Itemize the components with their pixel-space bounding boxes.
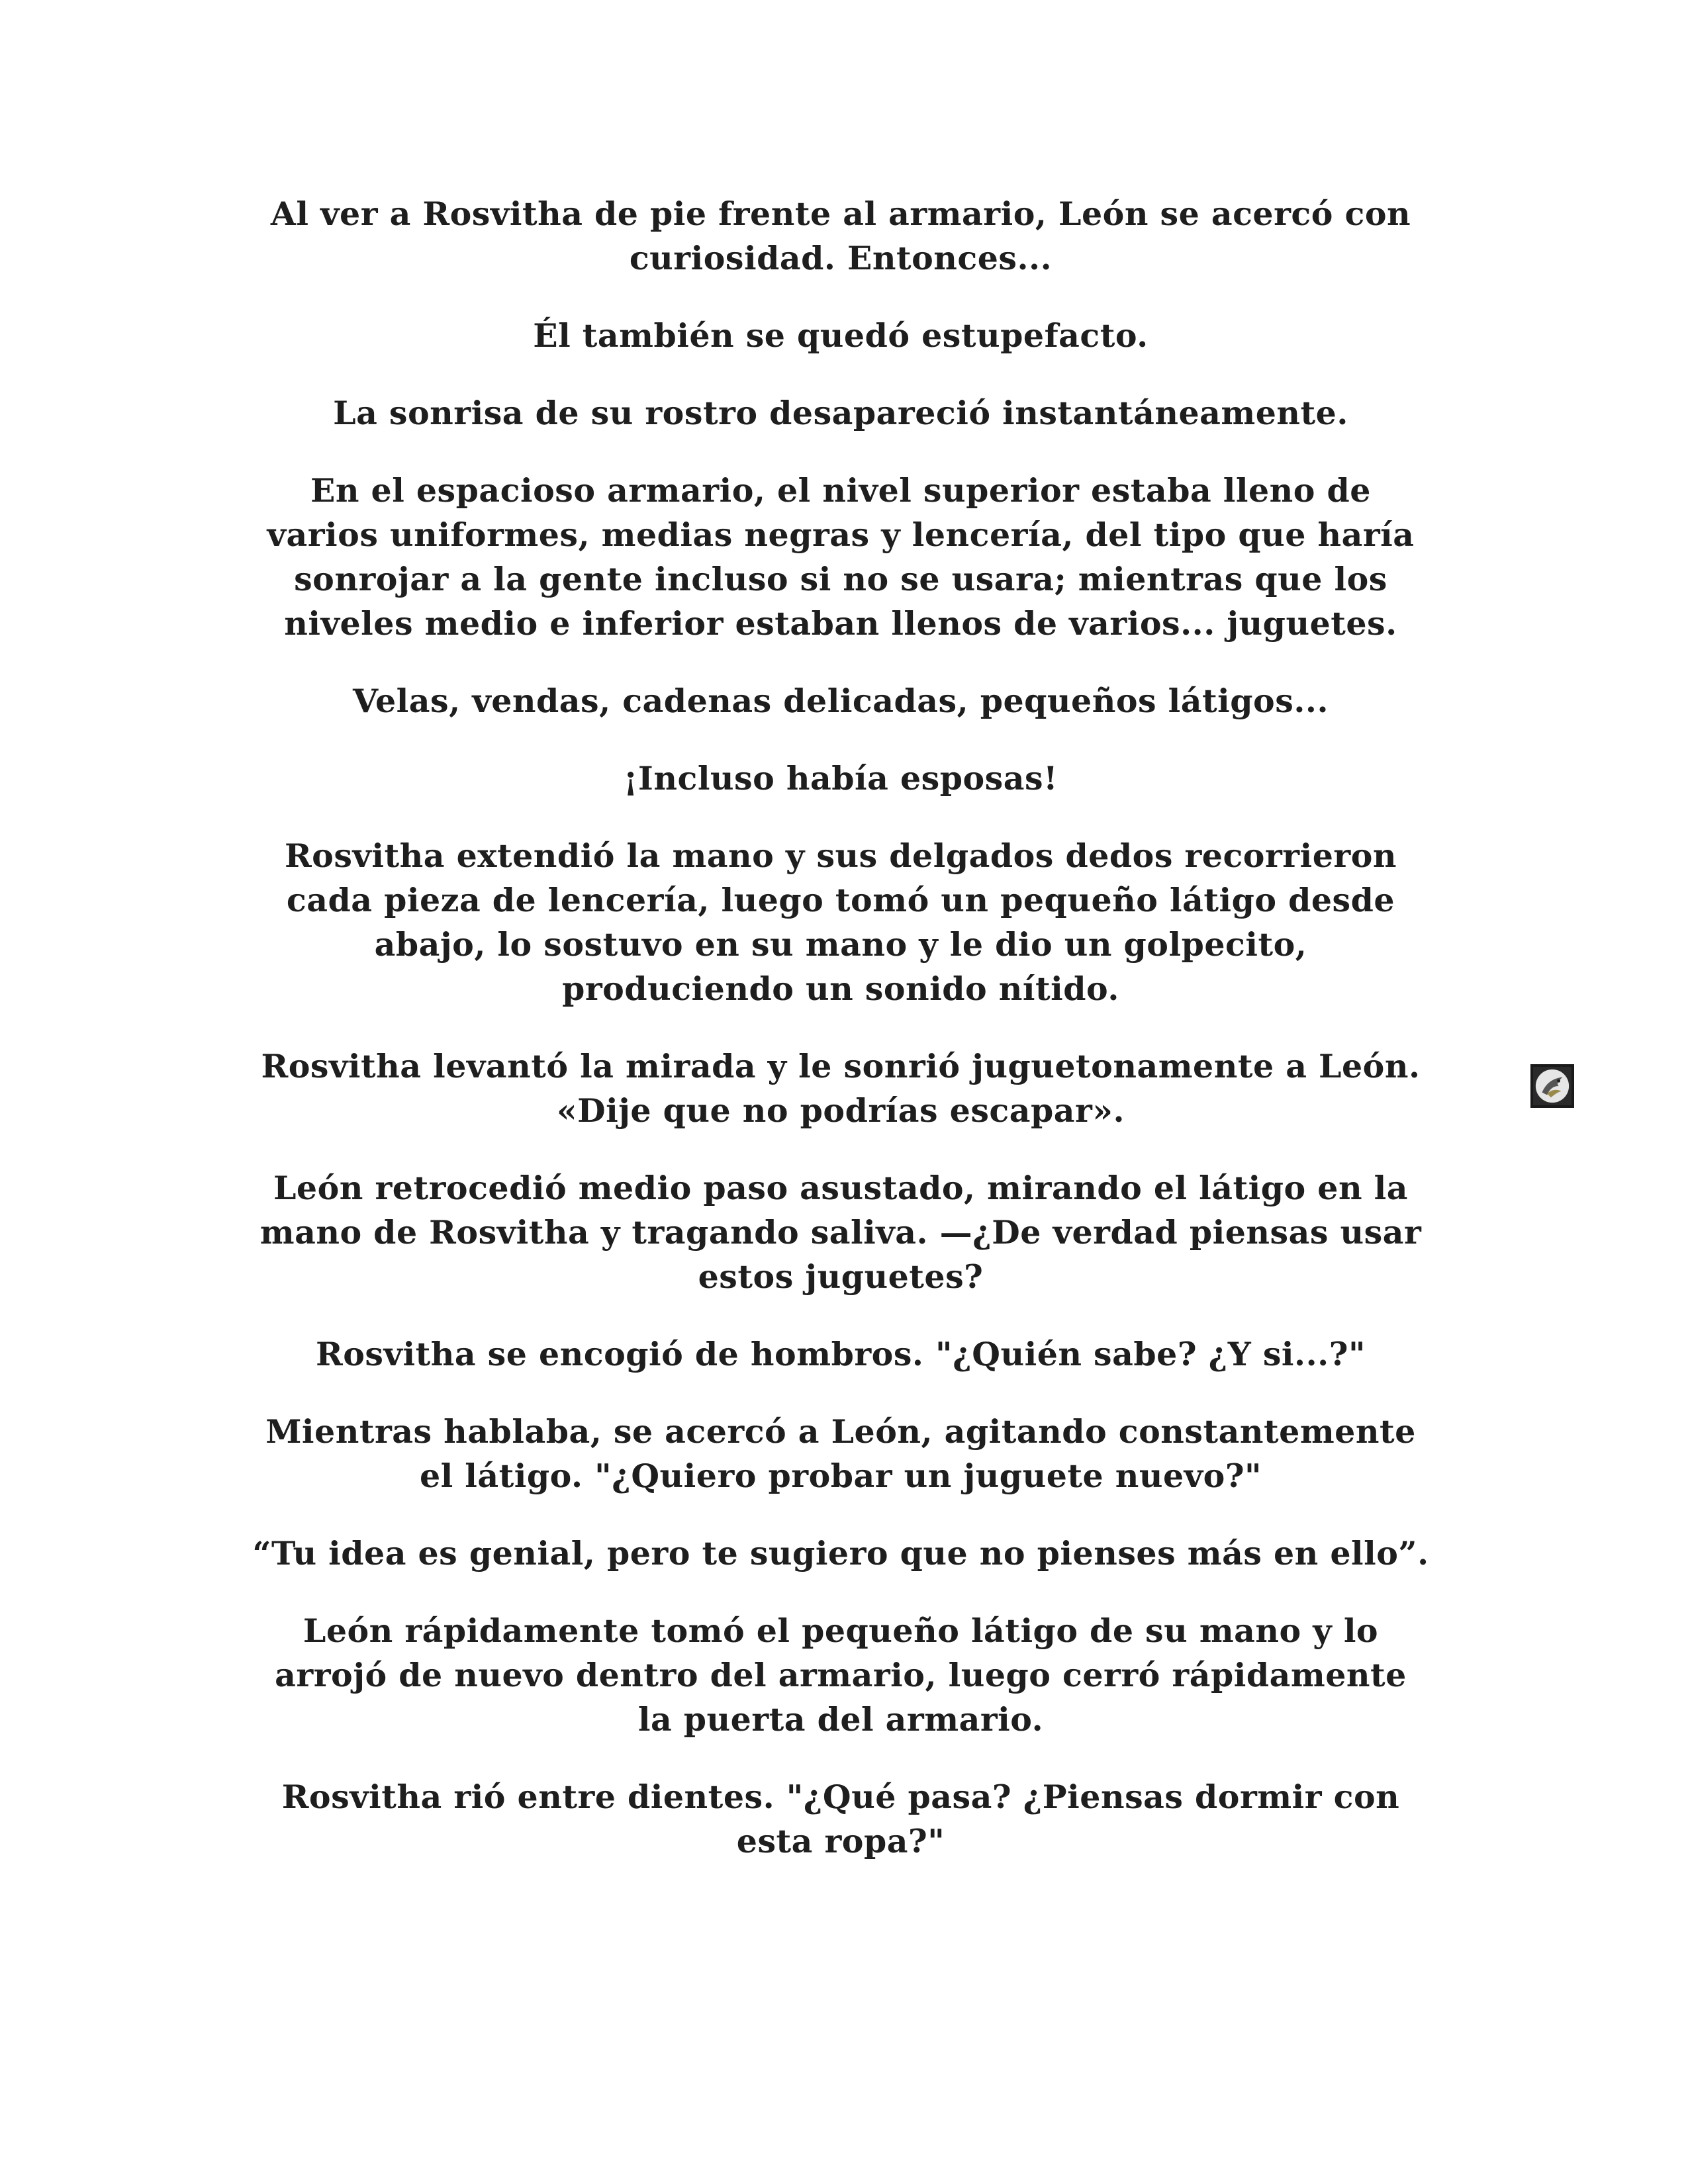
text-line: produciendo un sonido nítido. (562, 970, 1119, 1008)
text-line: Rosvitha rió entre dientes. "¿Qué pasa? ¿Piensas dormir con (281, 1778, 1400, 1816)
watermark-logo (1530, 1064, 1574, 1108)
text-line: Rosvitha extendió la mano y sus delgados dedos recorrieron (284, 837, 1397, 875)
text-line: varios uniformes, medias negras y lencería, del tipo que haría (267, 516, 1415, 554)
paragraph (225, 1410, 1456, 1498)
text-line: Rosvitha levantó la mirada y le sonrió juguetonamente a León. (261, 1047, 1421, 1085)
dragon-logo-icon (1533, 1067, 1571, 1105)
paragraph (225, 756, 1456, 801)
text-line: el látigo. "¿Quiero probar un juguete nuevo?" (419, 1457, 1262, 1495)
paragraph (225, 469, 1456, 646)
paragraph (225, 1775, 1456, 1864)
text-line: curiosidad. Entonces... (629, 239, 1053, 277)
text-line: niveles medio e inferior estaban llenos de varios... juguetes. (284, 604, 1397, 643)
text-line: arrojó de nuevo dentro del armario, luego cerró rápidamente (275, 1656, 1407, 1694)
text-line: mano de Rosvitha y tragando saliva. —¿De verdad piensas usar (259, 1213, 1422, 1251)
text-line: “Tu idea es genial, pero te sugiero que no pienses más en ello”. (252, 1534, 1429, 1572)
text-line: estos juguetes? (698, 1257, 984, 1296)
text-line: Al ver a Rosvitha de pie frente al armario, León se acercó con (270, 195, 1411, 233)
document-body (225, 192, 1456, 1897)
text-line: la puerta del armario. (637, 1700, 1044, 1739)
paragraph (225, 1044, 1456, 1133)
paragraph (225, 192, 1456, 281)
paragraph (225, 1332, 1456, 1377)
text-line: Él también se quedó estupefacto. (533, 316, 1149, 355)
text-line: ¡Incluso había esposas! (623, 759, 1058, 797)
text-line: Mientras hablaba, se acercó a León, agitando constantemente (265, 1412, 1416, 1451)
paragraph (225, 1531, 1456, 1576)
text-line: esta ropa?" (736, 1822, 945, 1860)
paragraph (225, 391, 1456, 435)
text-line: «Dije que no podrías escapar». (556, 1091, 1125, 1130)
text-line: Velas, vendas, cadenas delicadas, pequeños látigos... (352, 682, 1329, 720)
text-line: abajo, lo sostuvo en su mano y le dio un golpecito, (374, 925, 1307, 964)
paragraph (225, 834, 1456, 1011)
paragraph (225, 679, 1456, 723)
text-line: La sonrisa de su rostro desapareció instantáneamente. (333, 394, 1348, 432)
paragraph (225, 314, 1456, 358)
text-line: León rápidamente tomó el pequeño látigo de su mano y lo (303, 1612, 1379, 1650)
text-line: sonrojar a la gente incluso si no se usara; mientras que los (294, 560, 1387, 598)
text-line: cada pieza de lencería, luego tomó un pequeño látigo desde (286, 881, 1395, 919)
paragraph (225, 1609, 1456, 1742)
paragraph (225, 1166, 1456, 1299)
text-line: En el espacioso armario, el nivel superior estaba lleno de (310, 471, 1371, 510)
text-line: León retrocedió medio paso asustado, mirando el látigo en la (273, 1169, 1409, 1207)
text-line: Rosvitha se encogió de hombros. "¿Quién sabe? ¿Y si...?" (316, 1335, 1366, 1373)
